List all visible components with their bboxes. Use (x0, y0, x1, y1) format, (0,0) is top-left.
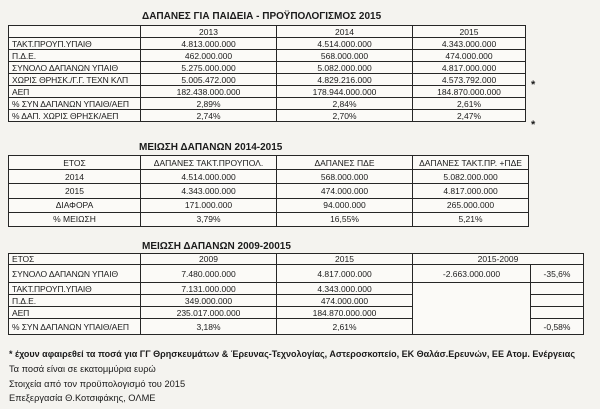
cell-value: 7.480.000.000 (141, 265, 277, 283)
row-label: ΑΕΠ (9, 86, 141, 98)
cell-value: 16,55% (277, 212, 413, 226)
table-header-row (9, 156, 529, 170)
row-label: % ΣΥΝ ΔΑΠΑΝΩΝ ΥΠΑΙΘ/ΑΕΠ (9, 98, 141, 110)
cell-value: 2,89% (141, 98, 277, 110)
cell-value: 184.870.000.000 (277, 307, 413, 319)
table3-reduction-2009-2015 (8, 253, 584, 335)
cell-value: 474.000.000 (413, 50, 526, 62)
cell-value: 4.817.000.000 (277, 265, 413, 283)
table3-title: ΜΕΙΩΣΗ ΔΑΠΑΝΩΝ 2009-20015 (142, 241, 291, 252)
column-header-takt: ΔΑΠΑΝΕΣ ΤΑΚΤ.ΠΡΟΥΠΟΛ. (141, 156, 277, 170)
table-row (9, 198, 529, 212)
cell-value: -35,6% (531, 265, 584, 283)
table-row (9, 212, 529, 226)
cell-value: 184.870.000.000 (413, 86, 526, 98)
table-row (9, 38, 526, 50)
table-row (9, 98, 526, 110)
cell-value: 178.944.000.000 (277, 86, 413, 98)
cell-value: 4.813.000.000 (141, 38, 277, 50)
table-row (9, 74, 526, 86)
table-row (9, 110, 526, 122)
cell-value: 3,79% (141, 212, 277, 226)
cell-value: 182.438.000.000 (141, 86, 277, 98)
row-label: ΔΙΑΦΟΡΑ (9, 198, 141, 212)
cell-value: 5.082.000.000 (413, 170, 529, 184)
cell-value: 3,18% (141, 319, 277, 335)
cell-value: 4.343.000.000 (141, 184, 277, 198)
column-header-sum: ΔΑΠΑΝΕΣ ΤΑΚΤ.ΠΡ. +ΠΔΕ (413, 156, 529, 170)
row-label: Π.Δ.Ε. (9, 50, 141, 62)
cell-value: 4.343.000.000 (277, 283, 413, 295)
row-label: ΣΥΝΟΛΟ ΔΑΠΑΝΩΝ ΥΠΑΙΘ (9, 62, 141, 74)
row-label: ΤΑΚΤ.ΠΡΟΥΠ.ΥΠΑΙΘ (9, 283, 141, 295)
row-label: 2015 (9, 184, 141, 198)
cell-value: 4.817.000.000 (413, 184, 529, 198)
table-row (9, 283, 584, 295)
column-header-diff: 2015-2009 (413, 254, 584, 265)
cell-value: 349.000.000 (141, 295, 277, 307)
empty-cell (531, 307, 584, 319)
table1-budget-2015 (8, 25, 526, 122)
empty-cell (531, 295, 584, 307)
cell-value: 568.000.000 (277, 50, 413, 62)
cell-value: 235.017.000.000 (141, 307, 277, 319)
column-header-2013: 2013 (141, 26, 277, 38)
row-label: % ΣΥΝ ΔΑΠΑΝΩΝ ΥΠΑΙΘ/ΑΕΠ (9, 319, 141, 335)
cell-value: 4.829.216.000 (277, 74, 413, 86)
cell-value: 5.005.472.000 (141, 74, 277, 86)
column-header-pde: ΔΑΠΑΝΕΣ ΠΔΕ (277, 156, 413, 170)
row-label: ΑΕΠ (9, 307, 141, 319)
cell-value: 5.082.000.000 (277, 62, 413, 74)
column-header-etos: ΕΤΟΣ (9, 254, 141, 265)
cell-value: 265.000.000 (413, 198, 529, 212)
table-row (9, 170, 529, 184)
table-row (9, 265, 584, 283)
row-label: % ΔΑΠ. ΧΩΡΙΣ ΘΡΗΣΚ/ΑΕΠ (9, 110, 141, 122)
row-label: ΣΥΝΟΛΟ ΔΑΠΑΝΩΝ ΥΠΑΙΘ (9, 265, 141, 283)
footnote-source: Στοιχεία από τον προϋπολογισμό του 2015 (9, 379, 186, 389)
row-label: Π.Δ.Ε. (9, 295, 141, 307)
corner-cell (9, 26, 141, 38)
cell-value: 4.817.000.000 (413, 62, 526, 74)
cell-value: 5,21% (413, 212, 529, 226)
table-row (9, 62, 526, 74)
table2-title: ΜΕΙΩΣΗ ΔΑΠΑΝΩΝ 2014-2015 (139, 142, 283, 153)
cell-value: 94.000.000 (277, 198, 413, 212)
table-header-row (9, 254, 584, 265)
table-row (9, 86, 526, 98)
column-header-2014: 2014 (277, 26, 413, 38)
table2-reduction-2014-2015 (8, 155, 529, 227)
empty-cell (413, 283, 531, 335)
cell-value: 4.573.792.000 (413, 74, 526, 86)
cell-value: 462.000.000 (141, 50, 277, 62)
row-label: ΧΩΡΙΣ ΘΡΗΣΚ./Γ.Γ. ΤΕΧΝ ΚΛΠ (9, 74, 141, 86)
row-label: ΤΑΚΤ.ΠΡΟΥΠ.ΥΠΑΙΘ (9, 38, 141, 50)
cell-value: -0,58% (531, 319, 584, 335)
cell-value: 2,70% (277, 110, 413, 122)
cell-value: 4.514.000.000 (277, 38, 413, 50)
cell-value: 171.000.000 (141, 198, 277, 212)
cell-value: 4.514.000.000 (141, 170, 277, 184)
cell-value: 2,47% (413, 110, 526, 122)
row-label: 2014 (9, 170, 141, 184)
cell-value: 2,84% (277, 98, 413, 110)
cell-value: 4.343.000.000 (413, 38, 526, 50)
table-header-row (9, 26, 526, 38)
table-row (9, 184, 529, 198)
cell-value: -2.663.000.000 (413, 265, 531, 283)
cell-value: 2,61% (413, 98, 526, 110)
footnote-asterisk: * (531, 79, 536, 91)
empty-cell (531, 283, 584, 295)
cell-value: 2,61% (277, 319, 413, 335)
table1-title: ΔΑΠΑΝΕΣ ΓΙΑ ΠΑΙΔΕΙΑ - ΠΡΟΫΠΟΛΟΓΙΣΜΟΣ 2015 (142, 11, 382, 22)
footnote-asterisk-explanation: * έχουν αφαιρεθεί τα ποσά για ΓΓ Θρησκευμάτων & Έρευνας-Τεχνολογίας, Αστεροσκοπείο, ΕΚ Θαλάσ.Ερευνών, ΕΕ Ατομ. Ενέργειας (9, 349, 576, 359)
footnote-units: Τα ποσά είναι σε εκατομμύρια ευρώ (9, 364, 156, 374)
column-header-etos: ΕΤΟΣ (9, 156, 141, 170)
cell-value: 5.275.000.000 (141, 62, 277, 74)
column-header-2015: 2015 (413, 26, 526, 38)
cell-value: 568.000.000 (277, 170, 413, 184)
row-label: % ΜΕΙΩΣΗ (9, 212, 141, 226)
footnote-asterisk: * (531, 119, 536, 131)
cell-value: 2,74% (141, 110, 277, 122)
cell-value: 7.131.000.000 (141, 283, 277, 295)
cell-value: 474.000.000 (277, 184, 413, 198)
footnote-author: Επεξεργασία Θ.Κοτσιφάκης, ΟΛΜΕ (9, 393, 156, 403)
table-row (9, 50, 526, 62)
column-header-2015: 2015 (277, 254, 413, 265)
column-header-2009: 2009 (141, 254, 277, 265)
cell-value: 474.000.000 (277, 295, 413, 307)
